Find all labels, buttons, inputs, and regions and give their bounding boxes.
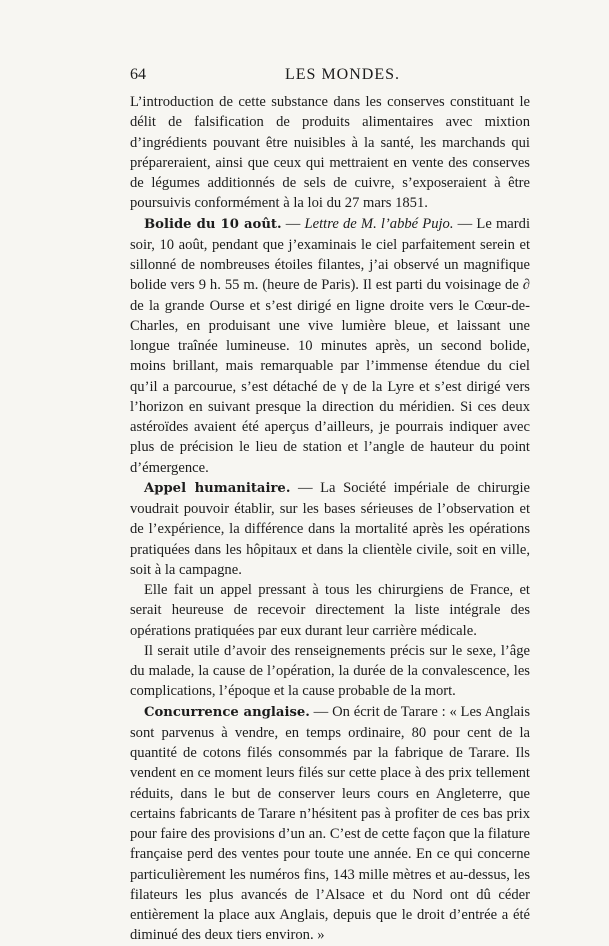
dash: — <box>297 479 321 496</box>
article-title: Bolide du 10 août. <box>144 216 282 232</box>
paragraph-text: Elle fait un appel pressant à tous les chirurgiens de France, et serait heureuse de recevoir directement la liste intégrale des opérations pratiquées par eux durant leur carrière médicale. <box>130 582 530 639</box>
page-header <box>130 66 530 86</box>
article-bolide <box>130 214 530 478</box>
paragraph-appel-3 <box>130 641 530 702</box>
dash: — <box>313 703 333 720</box>
article-concurrence <box>130 702 530 946</box>
dash: — <box>285 215 305 232</box>
dash: — <box>457 215 477 232</box>
paragraph-text: Il serait utile d’avoir des renseignements précis sur le sexe, l’âge du malade, la cause de l’opération, la durée de la convalescence, les complications, l’époque et la cause probable de la mort. <box>130 642 530 700</box>
article-title: Concurrence anglaise. <box>144 704 310 720</box>
article-title: Appel humanitaire. <box>144 480 291 496</box>
paragraph-text: La Société impériale de chirurgie voudrait pouvoir établir, sur les bases sérieuses de l’observation et de l’expérience, la différence dans la mortalité après les opérations pratiquées dans les hôpitaux et dans la clientèle civile, soit en ville, soit à la campagne. <box>130 479 530 578</box>
article-source: Lettre de M. l’abbé Pujo. <box>304 215 454 232</box>
article-appel <box>130 478 530 580</box>
body-text <box>130 92 530 946</box>
paragraph-conserves <box>130 92 530 214</box>
page-number: 64 <box>130 66 146 83</box>
paragraph-text: Le mardi soir, 10 août, pendant que j’examinais le ciel parfaitement serein et sillonné de nombreuses étoiles filantes, j’ai observé un magnifique bolide vers 9 h. 55 m. (heure de Paris). Il est parti du voisinage de ∂ de la grande Ourse et s’est dirigé en ligne droite vers le Cœur-de-Charles, en produisant une vive lumière bleue, et laissant une longue traînée lumineuse. 10 minutes après, un second bolide, moins brillant, mais remarquable par l’immense étendue du ciel qu’il a parcourue, s’est détaché de γ de la Lyre et s’est dirigé vers l’horizon en suivant presque la direction du méridien. Si ces deux astéroïdes avaient été aperçus d’ailleurs, je pourrais indiquer avec plus de précision le lieu de station et l’angle de hauteur du point d’émergence. <box>130 215 530 476</box>
running-title: LES MONDES. <box>285 66 401 83</box>
paragraph-text: L’introduction de cette substance dans les conserves constituant le délit de falsification de produits alimentaires avec mixtion d’ingrédients pouvant être nuisibles à la santé, les marchands qui prépareraient, ainsi que ceux qui mettraient en vente des conserves de légumes additionnés de sels de cuivre, s’exposeraient à être poursuivis conformément à la loi du 27 mars 1851. <box>130 94 530 212</box>
paragraph-appel-2 <box>130 580 530 641</box>
paragraph-text: On écrit de Tarare : « Les Anglais sont parvenus à vendre, en temps ordinaire, 80 pour cent de la quantité de cotons filés consommés par la fabrique de Tarare. Ils vendent en ce moment leurs filés sur cette place à des prix tellement réduits, dans le but de conserver leurs cours en Angleterre, que certains fabricants de Tarare n’hésitent pas à profiter de ces bas prix pour faire des provisions d’un an. C’est de cette façon que la filature française perd des ventes pour toute une année. En ce qui concerne particulièrement les numéros fins, 143 mille mètres et au-dessus, les filateurs les plus avancés de l’Alsace et du Nord ont dû céder entièrement la place aux Anglais, depuis que le droit d’entrée a été diminué des deux tiers environ. » <box>130 703 531 944</box>
